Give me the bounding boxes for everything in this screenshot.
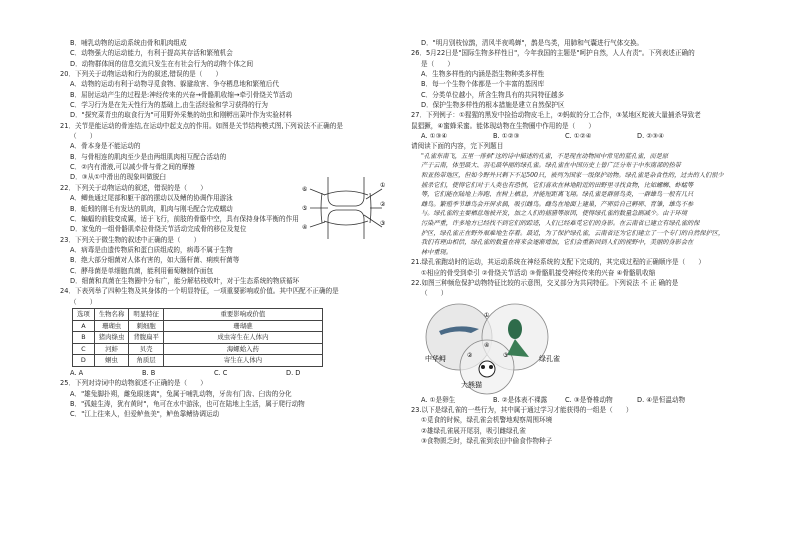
text-line: D．动物群体间的信息交流只发生在有社会行为的动物个体之间 [70,59,254,68]
text-line: 21.绿孔雀跑动时的运动，其运动系统在神经系统的支配下完成的，其完成过程的正确顺序是（ ） [411,258,706,267]
text-line: C．酵母菌是单细胞真菌，能利用葡萄糖制作面包 [70,266,214,275]
left-question-lines-2 [60,378,395,419]
joint-label: ③ [380,220,386,227]
text-line: ②雄绿孔雀展开尾羽，吸引雌绿孔雀 [421,426,526,435]
table-header-cell: 重要影响或价值 [163,308,322,320]
table-cell: 成虫寄生在人体内 [163,332,322,344]
option-b[interactable]: B. ①②③ [493,132,520,141]
text-line: B．蚯蚓的刚毛有发达的肌肉，肌肉与刚毛配合完成蠕动 [70,204,233,213]
text-line: 21．关节是能运动的骨连结,在运动中起支点的作用。如图是关节结构模式图,下列说法不正确的是 [60,121,343,130]
passage-line: 雌鸟。繁殖季节雄鸟会开屏求偶，吸引雌鸟。雌鸟在地面上建巢，产卵后自己孵卵、育雏，雄鸟不参 [421,200,694,208]
text-line: A．动物的运动有利于动物寻觅食物、躲避敌害、争夺栖息地和繁殖后代 [70,80,279,89]
table-cell: 背腹扁平 [129,332,164,344]
passage-line: 护区，绿孔雀正在野外艰难地生存着。最近，为了保护绿孔雀，云南省还为它们建立了一个专门的自然保护区， [421,229,725,237]
text-line: 是（ ） [421,59,454,68]
text-line: B．与骨相连的肌肉至少是由两组肌肉相互配合活动的 [70,152,227,161]
text-line: D．③从①中滑出的现象叫做脱臼 [70,173,167,182]
q27-options [411,131,741,141]
passage-line: 与。绿孔雀的主要栖息地被开发，加之人们的捕猎等原因，使得绿孔雀的数量急剧减少。由于环境 [421,210,688,218]
option-b[interactable]: B. ②是体表不裸露 [493,395,548,404]
table-cell: 珊瑚礁 [163,320,322,332]
table-cell: 贝壳 [129,343,164,355]
table-cell: 刺细胞 [129,320,164,332]
passage-line: 等，它们能在陆地上奔跑、在树上栖息，并能短距离飞翔。绿孔雀是群居鸟类，一群雄鸟一般有几只 [421,191,694,199]
right-column [411,38,741,446]
option-d[interactable]: D. ②③④ [637,132,665,141]
table-cell: 角质层 [129,355,164,367]
table-cell: C [73,343,95,355]
text-line: B．每一个生物个体都是一个丰富的基因库 [421,80,545,89]
text-line: ③食物匮乏时，绿孔雀到农田中偷食作物种子 [421,437,553,446]
passage-intro: 请阅读下面的内容，完下列题目 [411,142,504,151]
text-line: C．蝙蝠的前肢变成翼，适于飞行，前肢的骨骼中空，具有保持身体平衡的作用 [70,214,299,223]
text-line: ①觅食的时候，绿孔雀会机警地观察周围环境 [421,416,553,425]
text-line: （ ） [70,297,97,306]
text-line: C．"江上往来人，但爱鲈鱼美"，鲈鱼靠鳍协调运动 [70,410,220,419]
text-line: 26．5月22日是"国际生物多样性日"，今年我国的主题是"呵护自然，人人有责"。下列表述正确的 [411,49,695,58]
text-line: A．生物多样性的内涵是指生物种类多样性 [421,70,545,79]
peacock-icon [508,319,522,339]
q24-table [72,308,323,367]
venn-mark: ① [484,311,490,319]
venn-label-peacock: 绿孔雀 [539,354,560,363]
passage-line: 捕杀它们，使得它们对于人类也有恐惧，它们喜欢在林地附近的田野里寻找食物，比如螺蛳、蚱蜢等 [421,181,694,189]
text-line: B．绝大部分细菌对人体有害的，如大肠杆菌、痢疾杆菌等 [70,256,240,265]
option-b[interactable]: B. B [142,368,156,377]
left-question-lines [60,38,395,307]
text-line: A．鲫鱼通过尾部和躯干部的摆动以及鳍的协调作用游泳 [70,194,233,203]
venn-mark: ③ [503,351,509,359]
text-line: 鼠猖獗，④蜜蜂采蜜。能体现动物在生物圈中作用的是（ ） [411,121,595,130]
text-line: C．②内有滑液,可以减少骨与骨之间的摩擦 [70,163,195,172]
text-line: D．"探究菜青虫的取食行为"可用野外采集的幼虫和刚孵出菜叶作为实验材料 [70,111,293,120]
text-line: C．动物强大的运动能力，有利于提高其存活和繁殖机会 [70,49,233,58]
table-cell: 海螺蛤入药 [163,343,322,355]
right-question-lines-2 [411,257,741,298]
text-line: D．保护生物多样性的根本措施是建立自然保护区 [421,101,565,110]
table-row [73,332,323,344]
text-line: 23．下列关于微生物的叙述中正确的是（ ） [60,235,201,244]
text-line: 22.如图三种频危保护动物特征比较的示意图，交叉部分为共同特征。下列说法 不 正 确的是 [411,279,679,287]
option-a[interactable]: A. A [70,368,84,377]
table-cell: 猪肉绦虫 [94,332,129,344]
text-line: D．"明月别枝惊鹊，清风半夜鸣蝉"，鹊是鸟类，用肺和气囊进行气体交换。 [421,39,644,47]
joint-label: ⑤ [302,205,308,212]
text-line: A．"雄兔脚扑朔，雌兔眼迷离"，兔属于哺乳动物，牙齿有门齿、臼齿的分化 [70,389,292,398]
passage-line: 污染严重，许多地方已经找不到它们的踪迹，人们已经难觅它们的身影。在云南省已建立有绿孔雀的保 [421,219,700,227]
joint-label: ④ [302,224,308,231]
panda-icon [479,361,495,377]
text-line: 24．下表列举了四种生物及其身体的一个明显特征，一项重要影响或价值。其中匹配不正确的是 [60,287,339,296]
option-a[interactable]: A. ①③④ [421,132,448,141]
venn-mark: ④ [484,341,490,349]
table-row [73,355,323,367]
option-c[interactable]: C. C [214,368,228,377]
joint-diagram [300,175,388,241]
passage-line: 我们有理由相信，绿孔雀的数量在将来会逐渐增加，它们会重新回到人们的视野中，美丽的身影会在 [421,239,694,247]
text-line: 27．下列例子：①猩猩的黑发中捡拾动物皮毛上，②蚂蚁的分工合作，③某地区蛇被大量捕杀导致老 [411,111,701,120]
option-a[interactable]: A. ①是卵生 [421,395,456,404]
q24-options [60,368,395,378]
table-cell: 珊瑚虫 [94,320,129,332]
passage-line: 产于云南，体型最大、羽毛最华丽的绿孔雀。绿孔雀在中国历史上曾广泛分布于中东南部的热带 [421,162,681,170]
table-header-cell: 选项 [73,308,95,320]
option-d[interactable]: D. ④是恒温动物 [637,395,686,404]
table-header-cell: 明显特征 [129,308,164,320]
text-line: 20．下列关于动物运动和行为的叙述,错误的是（ ） [60,70,223,79]
text-line: 25．下列对诗词中的动物叙述不正确的是（ ） [60,379,207,388]
table-header-row [73,308,323,320]
text-line: ①相应的骨受到牵引 ②骨绕关节活动 ③骨骼肌接受神经传来的兴奋 ④骨骼肌收缩 [421,268,656,277]
table-cell: A [73,320,95,332]
table-row [73,320,323,332]
joint-label: ⑥ [302,186,308,193]
right-question-lines-3 [411,405,741,446]
venn-label-sturgeon: 中华鲟 [425,354,446,363]
option-c[interactable]: C. ③是脊椎动物 [565,395,613,404]
text-line: B．屈肘运动产生的过程是:神经传来的兴奋→骨骼肌收缩→牵引骨绕关节活动 [70,90,293,99]
table-row [73,343,323,355]
text-line: 23.以下是绿孔雀的一些行为，其中属于通过学习才能获得的一组是（ ） [411,406,633,415]
joint-label: ① [380,182,386,189]
venn-mark: ② [467,351,473,359]
text-line: B．"孤蛙生涛，犹有黄时"，龟可在水中游泳，也可在陆地上生活，属于爬行动物 [70,399,305,408]
text-line: B．哺乳动物的运动系统由骨和肌肉组成 [70,39,187,47]
right-question-lines [411,38,741,131]
table-header-cell: 生物名称 [94,308,129,320]
text-line: （ ） [421,289,448,298]
table-cell: D [73,355,95,367]
table-cell: B [73,332,95,344]
animal-venn-figure [411,299,741,395]
venn-label-panda: 大熊猫 [461,380,482,389]
text-line: C．学习行为是在先天性行为的基础上,由生活经验和学习获得的行为 [70,101,268,110]
text-line: A．骨本身是不能运动的 [70,142,141,151]
table-cell: 寄生在人体内 [163,355,322,367]
option-d[interactable]: D. D [286,368,301,377]
passage-line: 林中重现。 [421,248,452,256]
text-line: D．家兔的一组骨骼肌牵拉骨绕关节活动完成骨的移位及复位 [70,225,247,234]
text-line: C．分类单位越小，所含生物具有的共同特征越多 [421,90,565,99]
text-line: D．细菌和真菌在生物圈中分布广，能分解枯枝败叶，对于生态系统的物质循环 [70,276,300,285]
joint-label: ② [380,201,386,208]
table-cell: 河蚌 [94,343,129,355]
q22-options [411,395,741,405]
text-line: （ ） [70,132,97,141]
text-line: 22．下列关于动物运动的叙述，错误的是（ ） [60,183,207,192]
table-cell: 蛔虫 [94,355,129,367]
passage-line: "孔雀东南飞，五里一徘徊"这的诗中描述的孔雀，不是现在动物园中常见的蓝孔雀，而是原 [421,152,669,160]
reading-passage [411,152,741,258]
passage-line: 和亚热带地区，但如今野外只剩下不足500只，被列为国家一级保护动物。绿孔雀是杂食性的，过去的人们很少 [421,171,724,179]
text-line: A．病毒是由遗传物质和蛋白质组成的，病毒不属于生物 [70,245,233,254]
option-c[interactable]: C. ①②④ [565,132,592,141]
